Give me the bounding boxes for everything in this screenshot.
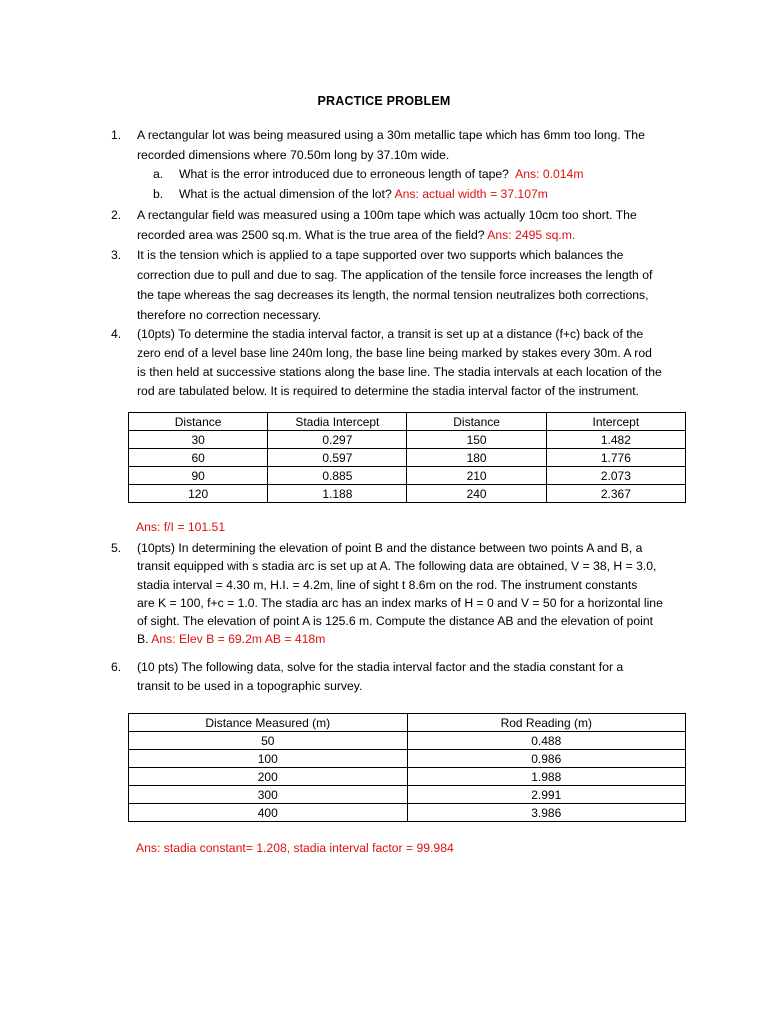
table-cell: 210 xyxy=(407,467,546,485)
problem-line: of sight. The elevation of point A is 125.6 m. Compute the distance AB and the elevation of point xyxy=(137,614,654,629)
problem-number: 5. xyxy=(111,541,122,555)
table-cell: 1.776 xyxy=(546,449,685,467)
table-cell: 0.885 xyxy=(268,467,407,485)
table-cell: 0.597 xyxy=(268,449,407,467)
table-cell: 90 xyxy=(129,467,268,485)
column-header: Distance xyxy=(407,413,546,431)
problem-line: therefore no correction necessary. xyxy=(137,308,322,322)
problem-line: (10pts) To determine the stadia interval factor, a transit is set up at a distance (f+c) back of the xyxy=(137,327,644,341)
table-cell: 240 xyxy=(407,485,546,503)
table-row xyxy=(129,485,686,503)
stadia-table xyxy=(128,412,686,503)
table-cell: 300 xyxy=(129,786,408,804)
table-row xyxy=(129,431,686,449)
rod-reading-table xyxy=(128,713,686,822)
table-row xyxy=(129,732,686,750)
table-cell: 50 xyxy=(129,732,408,750)
problem-line: (10pts) In determining the elevation of point B and the distance between two points A and B, a xyxy=(137,541,643,555)
problem-line: zero end of a level base line 240m long, the base line being marked by stakes every 30m. A rod xyxy=(137,346,652,360)
problem-text xyxy=(137,245,678,325)
table-cell: 60 xyxy=(129,449,268,467)
table-cell: 30 xyxy=(129,431,268,449)
problem-line: recorded area was 2500 sq.m. What is the true area of the field? xyxy=(137,228,485,242)
problem-line: A rectangular lot was being measured using a 30m metallic tape which has 6mm too long. The xyxy=(137,128,645,142)
answer: Ans: 0.014m xyxy=(515,167,584,181)
table-cell: 2.367 xyxy=(546,485,685,503)
sub-text-line xyxy=(179,164,678,184)
table-cell: 200 xyxy=(129,768,408,786)
subquestion-b xyxy=(153,184,678,204)
problem-5 xyxy=(113,539,678,659)
table-row xyxy=(129,768,686,786)
problem-line: B. xyxy=(137,632,149,647)
answer: Ans: Elev B = 69.2m AB = 418m xyxy=(151,632,326,647)
problem-line: transit equipped with s stadia arc is set up at A. The following data are obtained, V = 38, H = 3.0, xyxy=(137,559,657,574)
table-cell: 0.488 xyxy=(407,732,686,750)
table-cell: 180 xyxy=(407,449,546,467)
problem-line-with-answer xyxy=(137,225,678,245)
table-header-row xyxy=(129,714,686,732)
problem-line: transit to be used in a topographic survey. xyxy=(137,679,363,693)
problem-1 xyxy=(113,125,678,165)
problem-line: (10 pts) The following data, solve for the stadia interval factor and the stadia constant for a xyxy=(137,660,624,674)
sub-text-line xyxy=(179,184,678,204)
table-row xyxy=(129,467,686,485)
table-row xyxy=(129,750,686,768)
problem-line: recorded dimensions where 70.50m long by 37.10m wide. xyxy=(137,148,450,162)
problem-line: is then held at successive stations along the base line. The stadia intervals at each location of the xyxy=(137,365,662,379)
problem-3 xyxy=(113,245,678,325)
table-cell: 150 xyxy=(407,431,546,449)
answer: Ans: stadia constant= 1.208, stadia interval factor = 99.984 xyxy=(136,841,454,855)
answer: Ans: 2495 sq.m. xyxy=(487,228,576,242)
problem-number: 1. xyxy=(111,128,122,142)
problem-line: the tape whereas the sag decreases its length, the normal tension neutralizes both corrections, xyxy=(137,288,649,302)
problem-number: 3. xyxy=(111,248,122,262)
problem-text xyxy=(137,125,678,165)
sub-text: What is the actual dimension of the lot? xyxy=(179,187,392,201)
table-cell: 3.986 xyxy=(407,804,686,822)
table-cell: 1.482 xyxy=(546,431,685,449)
sub-letter: b. xyxy=(153,187,164,201)
column-header: Distance Measured (m) xyxy=(129,714,408,732)
problem-line: rod are tabulated below. It is required to determine the stadia interval factor of the instrument. xyxy=(137,384,639,398)
problem-number: 6. xyxy=(111,660,122,674)
table-cell: 400 xyxy=(129,804,408,822)
problem-line: are K = 100, f+c = 1.0. The stadia arc has an index marks of H = 0 and V = 50 for a horizontal line xyxy=(137,595,663,610)
table-cell: 2.073 xyxy=(546,467,685,485)
answer: Ans: actual width = 37.107m xyxy=(394,187,548,201)
table-row xyxy=(129,786,686,804)
problem-6 xyxy=(113,658,678,698)
sub-letter: a. xyxy=(153,167,164,181)
sub-text: What is the error introduced due to erroneous length of tape? xyxy=(179,167,509,181)
problem-4 xyxy=(113,325,678,405)
subquestion-a xyxy=(153,164,678,184)
answer: Ans: f/I = 101.51 xyxy=(136,520,226,534)
table-cell: 0.986 xyxy=(407,750,686,768)
problem-line: stadia interval = 4.30 m, H.I. = 4.2m, line of sight t 8.6m on the rod. The instrument constants xyxy=(137,577,638,592)
table-row xyxy=(129,449,686,467)
problem-text xyxy=(137,539,678,649)
table-cell: 0.297 xyxy=(268,431,407,449)
column-header: Rod Reading (m) xyxy=(407,714,686,732)
problem-line: A rectangular field was measured using a 100m tape which was actually 10cm too short. The xyxy=(137,208,637,222)
column-header: Stadia Intercept xyxy=(268,413,407,431)
table-row xyxy=(129,804,686,822)
problem-line: correction due to pull and due to sag. The application of the tensile force increases the length of xyxy=(137,268,653,282)
problem-text xyxy=(137,325,678,401)
problem-number: 2. xyxy=(111,208,122,222)
table-cell: 120 xyxy=(129,485,268,503)
table-cell: 2.991 xyxy=(407,786,686,804)
column-header: Intercept xyxy=(546,413,685,431)
page-title: PRACTICE PROBLEM xyxy=(317,94,451,108)
problem-text xyxy=(137,205,678,245)
table-cell: 1.988 xyxy=(407,768,686,786)
table-cell: 1.188 xyxy=(268,485,407,503)
problem-number: 4. xyxy=(111,327,122,341)
problem-2 xyxy=(113,205,678,245)
problem-text xyxy=(137,658,678,696)
table-header-row xyxy=(129,413,686,431)
column-header: Distance xyxy=(129,413,268,431)
problem-line: It is the tension which is applied to a tape supported over two supports which balances the xyxy=(137,248,624,262)
problem-line-with-answer xyxy=(137,630,678,648)
table-cell: 100 xyxy=(129,750,408,768)
